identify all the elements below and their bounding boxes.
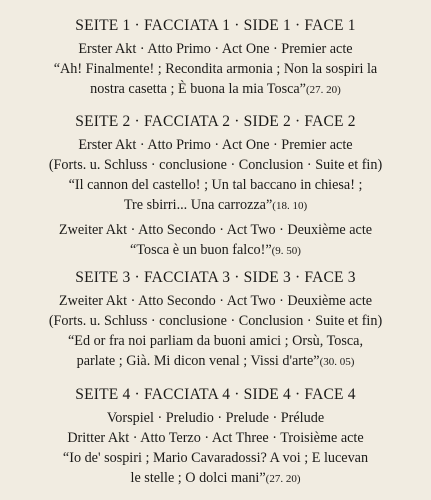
track-text: “Tosca è un buon falco!” bbox=[130, 242, 272, 258]
track-text: Tre sbirri... Una carrozza” bbox=[123, 197, 273, 213]
side-2-continuation-line: (Forts. u. Schluss · conclusione · Conclusion · Suite et fin) bbox=[48, 157, 383, 173]
side-1-act-line: Erster Akt · Atto Primo · Act One · Premier acte bbox=[78, 41, 353, 57]
side-1-section bbox=[0, 16, 431, 100]
side-4-heading: SEITE 4 · FACCIATA 4 · SIDE 4 · FACE 4 bbox=[75, 386, 356, 403]
side-1-heading: SEITE 1 · FACCIATA 1 · SIDE 1 · FACE 1 bbox=[75, 17, 356, 34]
side-3-tracks-line-1: “Ed or fra noi parliam da buoni amici ; Orsù, Tosca, bbox=[67, 333, 364, 349]
side-1-tracks-line-2 bbox=[0, 79, 431, 100]
track-duration: (18. 10) bbox=[272, 200, 308, 212]
track-text: nostra casetta ; È buona la mia Tosca” bbox=[90, 81, 306, 97]
side-4-tracks-line-1: “Io de' sospiri ; Mario Cavaradossi? A voi ; E lucevan bbox=[62, 450, 369, 466]
track-duration: (27. 20) bbox=[305, 84, 341, 96]
side-4-tracks-line-2 bbox=[0, 468, 431, 489]
side-3-heading: SEITE 3 · FACCIATA 3 · SIDE 3 · FACE 3 bbox=[75, 269, 356, 286]
track-duration: (27. 20) bbox=[265, 473, 301, 485]
side-4-prelude-line: Vorspiel · Preludio · Prelude · Prélude bbox=[106, 410, 325, 426]
side-4-section bbox=[0, 385, 431, 489]
side-3-continuation-line: (Forts. u. Schluss · conclusione · Conclusion · Suite et fin) bbox=[48, 313, 383, 329]
side-2-tracks-line-3 bbox=[0, 240, 431, 261]
track-text: parlate ; Già. Mi dicon venal ; Vissi d'arte” bbox=[76, 353, 320, 369]
side-1-tracks-line-1: “Ah! Finalmente! ; Recondita armonia ; Non la sospiri la bbox=[53, 61, 378, 77]
side-2-heading: SEITE 2 · FACCIATA 2 · SIDE 2 · FACE 2 bbox=[75, 113, 356, 130]
side-2-act-two-line: Zweiter Akt · Atto Secondo · Act Two · Deuxième acte bbox=[58, 222, 373, 238]
track-duration: (30. 05) bbox=[319, 356, 355, 368]
side-2-tracks-line-2 bbox=[0, 195, 431, 216]
track-duration: (9. 50) bbox=[271, 245, 301, 257]
side-3-section bbox=[0, 268, 431, 372]
side-3-act-line: Zweiter Akt · Atto Secondo · Act Two · Deuxième acte bbox=[58, 293, 373, 309]
side-4-act-line: Dritter Akt · Atto Terzo · Act Three · Troisième acte bbox=[67, 430, 364, 446]
side-2-section bbox=[0, 112, 431, 261]
side-2-act-line: Erster Akt · Atto Primo · Act One · Premier acte bbox=[78, 137, 353, 153]
side-3-tracks-line-2 bbox=[0, 351, 431, 372]
side-2-tracks-line-1: “Il cannon del castello! ; Un tal baccano in chiesa! ; bbox=[68, 177, 363, 193]
track-text: le stelle ; O dolci mani” bbox=[130, 470, 266, 486]
